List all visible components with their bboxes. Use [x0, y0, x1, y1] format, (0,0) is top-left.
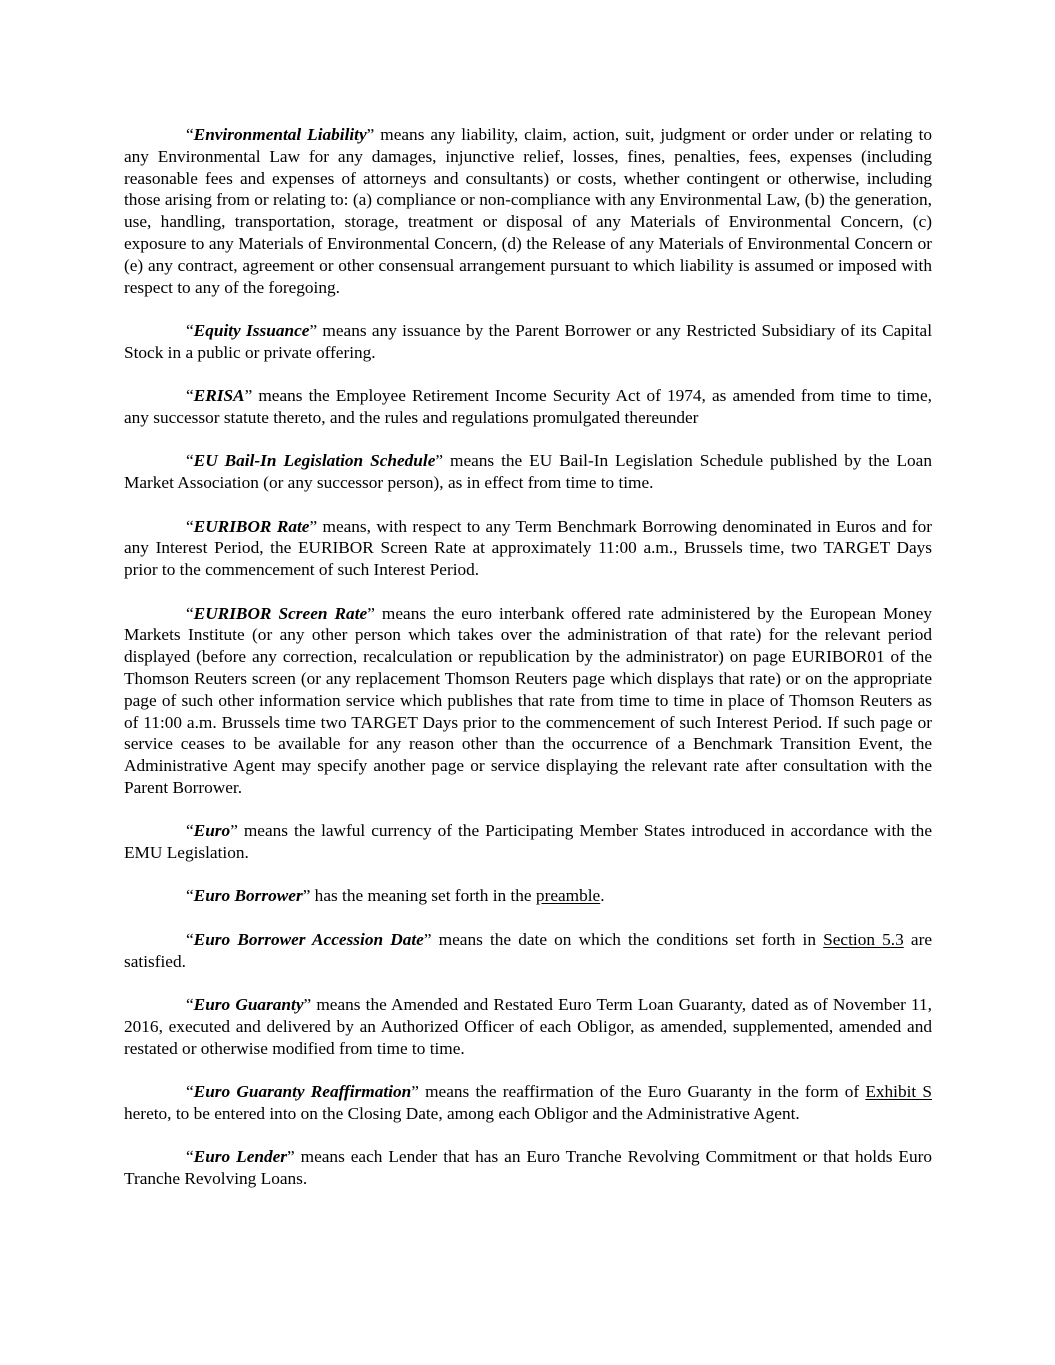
definition-euro-guaranty: “Euro Guaranty” means the Amended and Restated Euro Term Loan Guaranty, dated as of November 11, 2016, executed and delivered by an Authorized Officer of each Obligor, as amended, supplemented, amended and restated or otherwise modified from time to time.: [124, 995, 932, 1058]
definition-text-end: hereto, to be entered into on the Closing Date, among each Obligor and the Administrative Agent.: [124, 1103, 800, 1123]
definition-euribor-screen-rate: “EURIBOR Screen Rate” means the euro interbank offered rate administered by the European Money Markets Institute (or any other person which takes over the administration of that rate) for the relevant period displayed (before any correction, recalculation or republication by the administrator) on page EURIBOR01 of the Thomson Reuters screen (or any replacement Thomson Reuters page which displays that rate) or on the appropriate page of such other information service which publishes that rate from time to time in place of Thomson Reuters as of 11:00 a.m. Brussels time two TARGET Days prior to the commencement of such Interest Period. If such page or service ceases to be available for any reason other than the occurrence of a Benchmark Transition Event, the Administrative Agent may specify another page or service displaying the relevant rate after consultation with the Parent Borrower.: [124, 603, 933, 797]
definition-euro-guaranty-reaffirmation: “Euro Guaranty Reaffirmation” means the reaffirmation of the Euro Guaranty in the form of Exhibit S hereto, to be entered into on the Closing Date, among each Obligor and the Administrative Agent.: [124, 1082, 932, 1123]
cross-reference-link[interactable]: Exhibit S: [865, 1082, 932, 1102]
definition-text: means any issuance by the Parent Borrower or any Restricted Subsidiary of its Capital Stock in a public or private offering.: [124, 320, 932, 362]
definition-text: means any liability, claim, action, suit, judgment or order under or relating to any Environmental Law for any damages, injunctive relief, losses, fines, penalties, fees, expenses (including reasonable fees and expenses of attorneys and consultants) or costs, whether contingent or otherwise, including those arising from or relating to: (a) compliance or non-compliance with any Environmental Law, (b) the generation, use, handling, transportation, storage, treatment or disposal of any Materials of Environmental Concern, (c) exposure to any Materials of Environmental Concern, (d) the Release of any Materials of Environmental Concern or (e) any contract, agreement or other consensual arrangement pursuant to which liability is assumed or imposed with respect to any of the foregoing.: [124, 125, 933, 297]
definition-text-end: .: [600, 886, 605, 906]
definition-text: means the date on which the conditions set forth in: [431, 929, 824, 949]
definition-text: means, with respect to any Term Benchmark Borrowing denominated in Euros and for any Interest Period, the EURIBOR Screen Rate at approximately 11:00 a.m., Brussels time, two TARGET Days prior to the commencement of such Interest Period.: [124, 516, 932, 580]
defined-term: EURIBOR Screen Rate: [193, 603, 368, 623]
definition-text: means the Employee Retirement Income Security Act of 1974, as amended from time to time, any successor statute thereto, and the rules and regulations promulgated thereunder: [124, 386, 932, 427]
defined-term: Environmental Liability: [193, 125, 367, 144]
defined-term: EURIBOR Rate: [193, 516, 310, 536]
definition-euro-lender: “Euro Lender” means each Lender that has an Euro Tranche Revolving Commitment or that holds Euro Tranche Revolving Loans.: [124, 1147, 932, 1189]
defined-term: Euro: [193, 821, 231, 841]
definition-equity-issuance: “Equity Issuance” means any issuance by the Parent Borrower or any Restricted Subsidiary of its Capital Stock in a public or private offering.: [124, 320, 932, 362]
definition-eu-bail-in-legislation-schedule: “EU Bail-In Legislation Schedule” means the EU Bail-In Legislation Schedule published by the Loan Market Association (or any successor person), as in effect from time to time.: [124, 451, 932, 493]
cross-reference-link[interactable]: Section 5.3: [823, 929, 904, 949]
defined-term: Euro Borrower Accession Date: [193, 929, 424, 949]
defined-term: Euro Guaranty Reaffirmation: [193, 1082, 412, 1102]
defined-term: Equity Issuance: [193, 320, 310, 340]
definition-text: means each Lender that has an Euro Tranche Revolving Commitment or that holds Euro Tranche Revolving Loans.: [124, 1147, 932, 1189]
cross-reference-link[interactable]: preamble: [535, 886, 601, 906]
definition-text-end: are satisfied.: [124, 929, 933, 971]
definition-text: means the Amended and Restated Euro Term Loan Guaranty, dated as of November 11, 2016, executed and delivered by an Authorized Officer of each Obligor, as amended, supplemented, amended and restated or otherwise modified from time to time.: [124, 995, 932, 1058]
definition-text: means the euro interbank offered rate administered by the European Money Markets Institute (or any other person which takes over the administration of that rate) for the relevant period displayed (before any correction, recalculation or republication by the administrator) on page EURIBOR01 of the Thomson Reuters screen (or any replacement Thomson Reuters page which displays that rate) or on the appropriate page of such other information service which publishes that rate from time to time in place of Thomson Reuters as of 11:00 a.m. Brussels time two TARGET Days prior to the commencement of such Interest Period. If such page or service ceases to be available for any reason other than the occurrence of a Benchmark Transition Event, the Administrative Agent may specify another page or service displaying the relevant rate after consultation with the Parent Borrower.: [124, 603, 933, 797]
defined-term: Euro Borrower: [193, 886, 303, 906]
definition-text: has the meaning set forth in the: [310, 886, 536, 906]
defined-term: Euro Lender: [193, 1147, 288, 1167]
definition-euro: “Euro” means the lawful currency of the Participating Member States introduced in accordance with the EMU Legislation.: [124, 821, 932, 863]
defined-term: Euro Guaranty: [193, 995, 304, 1015]
definition-euro-borrower: “Euro Borrower” has the meaning set forth in the preamble.: [186, 886, 605, 906]
definition-euro-borrower-accession-date: “Euro Borrower Accession Date” means the date on which the conditions set forth in Section 5.3 are satisfied.: [124, 929, 933, 971]
definition-text: means the EU Bail-In Legislation Schedule published by the Loan Market Association (or any successor person), as in effect from time to time.: [124, 451, 932, 493]
document-page: [124, 124, 932, 1211]
defined-term: ERISA: [193, 386, 245, 406]
definition-euribor-rate: “EURIBOR Rate” means, with respect to any Term Benchmark Borrowing denominated in Euros and for any Interest Period, the EURIBOR Screen Rate at approximately 11:00 a.m., Brussels time, two TARGET Days prior to the commencement of such Interest Period.: [124, 516, 932, 580]
defined-term: EU Bail-In Legislation Schedule: [193, 451, 436, 471]
definition-erisa: “ERISA” means the Employee Retirement Income Security Act of 1974, as amended from time to time, any successor statute thereto, and the rules and regulations promulgated thereunder: [124, 386, 932, 427]
definition-text: means the lawful currency of the Participating Member States introduced in accordance with the EMU Legislation.: [124, 821, 932, 863]
definition-text: means the reaffirmation of the Euro Guaranty in the form of: [418, 1082, 866, 1102]
definition-environmental-liability: “Environmental Liability” means any liability, claim, action, suit, judgment or order under or relating to any Environmental Law for any damages, injunctive relief, losses, fines, penalties, fees, expenses (including reasonable fees and expenses of attorneys and consultants) or costs, whether contingent or otherwise, including those arising from or relating to: (a) compliance or non-compliance with any Environmental Law, (b) the generation, use, handling, transportation, storage, treatment or disposal of any Materials of Environmental Concern, (c) exposure to any Materials of Environmental Concern, (d) the Release of any Materials of Environmental Concern or (e) any contract, agreement or other consensual arrangement pursuant to which liability is assumed or imposed with respect to any of the foregoing.: [124, 125, 933, 297]
